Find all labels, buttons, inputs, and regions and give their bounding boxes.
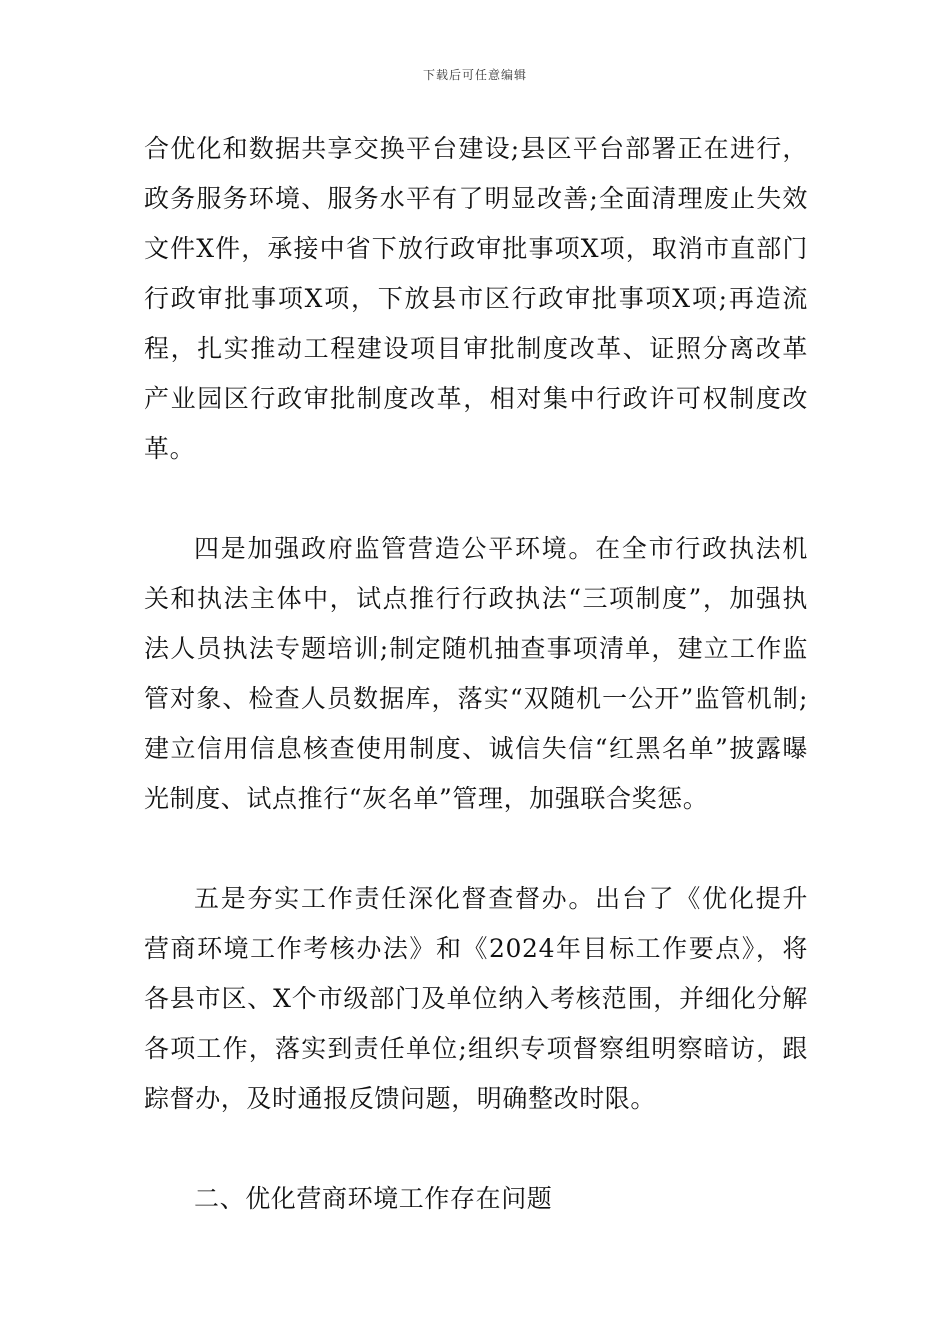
paragraph-gap <box>144 474 808 524</box>
page-header: 下载后可任意编辑 <box>422 68 527 82</box>
paragraph-gap <box>144 1124 808 1174</box>
paragraph-gap <box>144 824 808 874</box>
paragraph-continuation: 合优化和数据共享交换平台建设;县区平台部署正在进行，政务服务环境、服务水平有了明显改善;全面清理废止失效文件X件，承接中省下放行政审批事项X项，取消市直部门行政审批事项X项，下放县市区行政审批事项X项;再造流程，扎实推动工程建设项目审批制度改革、证照分离改革产业园区行政审批制度改革，相对集中行政许可权制度改革。 <box>144 134 808 463</box>
paragraph-four: 四是加强政府监管营造公平环境。在全市行政执法机关和执法主体中，试点推行行政执法“三项制度”，加强执法人员执法专题培训;制定随机抽查事项清单，建立工作监管对象、检查人员数据库，落实“双随机一公开”监管机制;建立信用信息核查使用制度、诚信失信“红黑名单”披露曝光制度、试点推行“灰名单”管理，加强联合奖惩。 <box>144 534 808 813</box>
paragraph-five: 五是夯实工作责任深化督查督办。出台了《优化提升营商环境工作考核办法》和《2024年目标工作要点》，将各县市区、X个市级部门及单位纳入考核范围，并细化分解各项工作，落实到责任单位;组织专项督察组明察暗访，跟踪督办，及时通报反馈问题，明确整改时限。 <box>144 884 808 1113</box>
document-body <box>144 124 808 1224</box>
section-heading: 二、优化营商环境工作存在问题 <box>194 1184 553 1213</box>
